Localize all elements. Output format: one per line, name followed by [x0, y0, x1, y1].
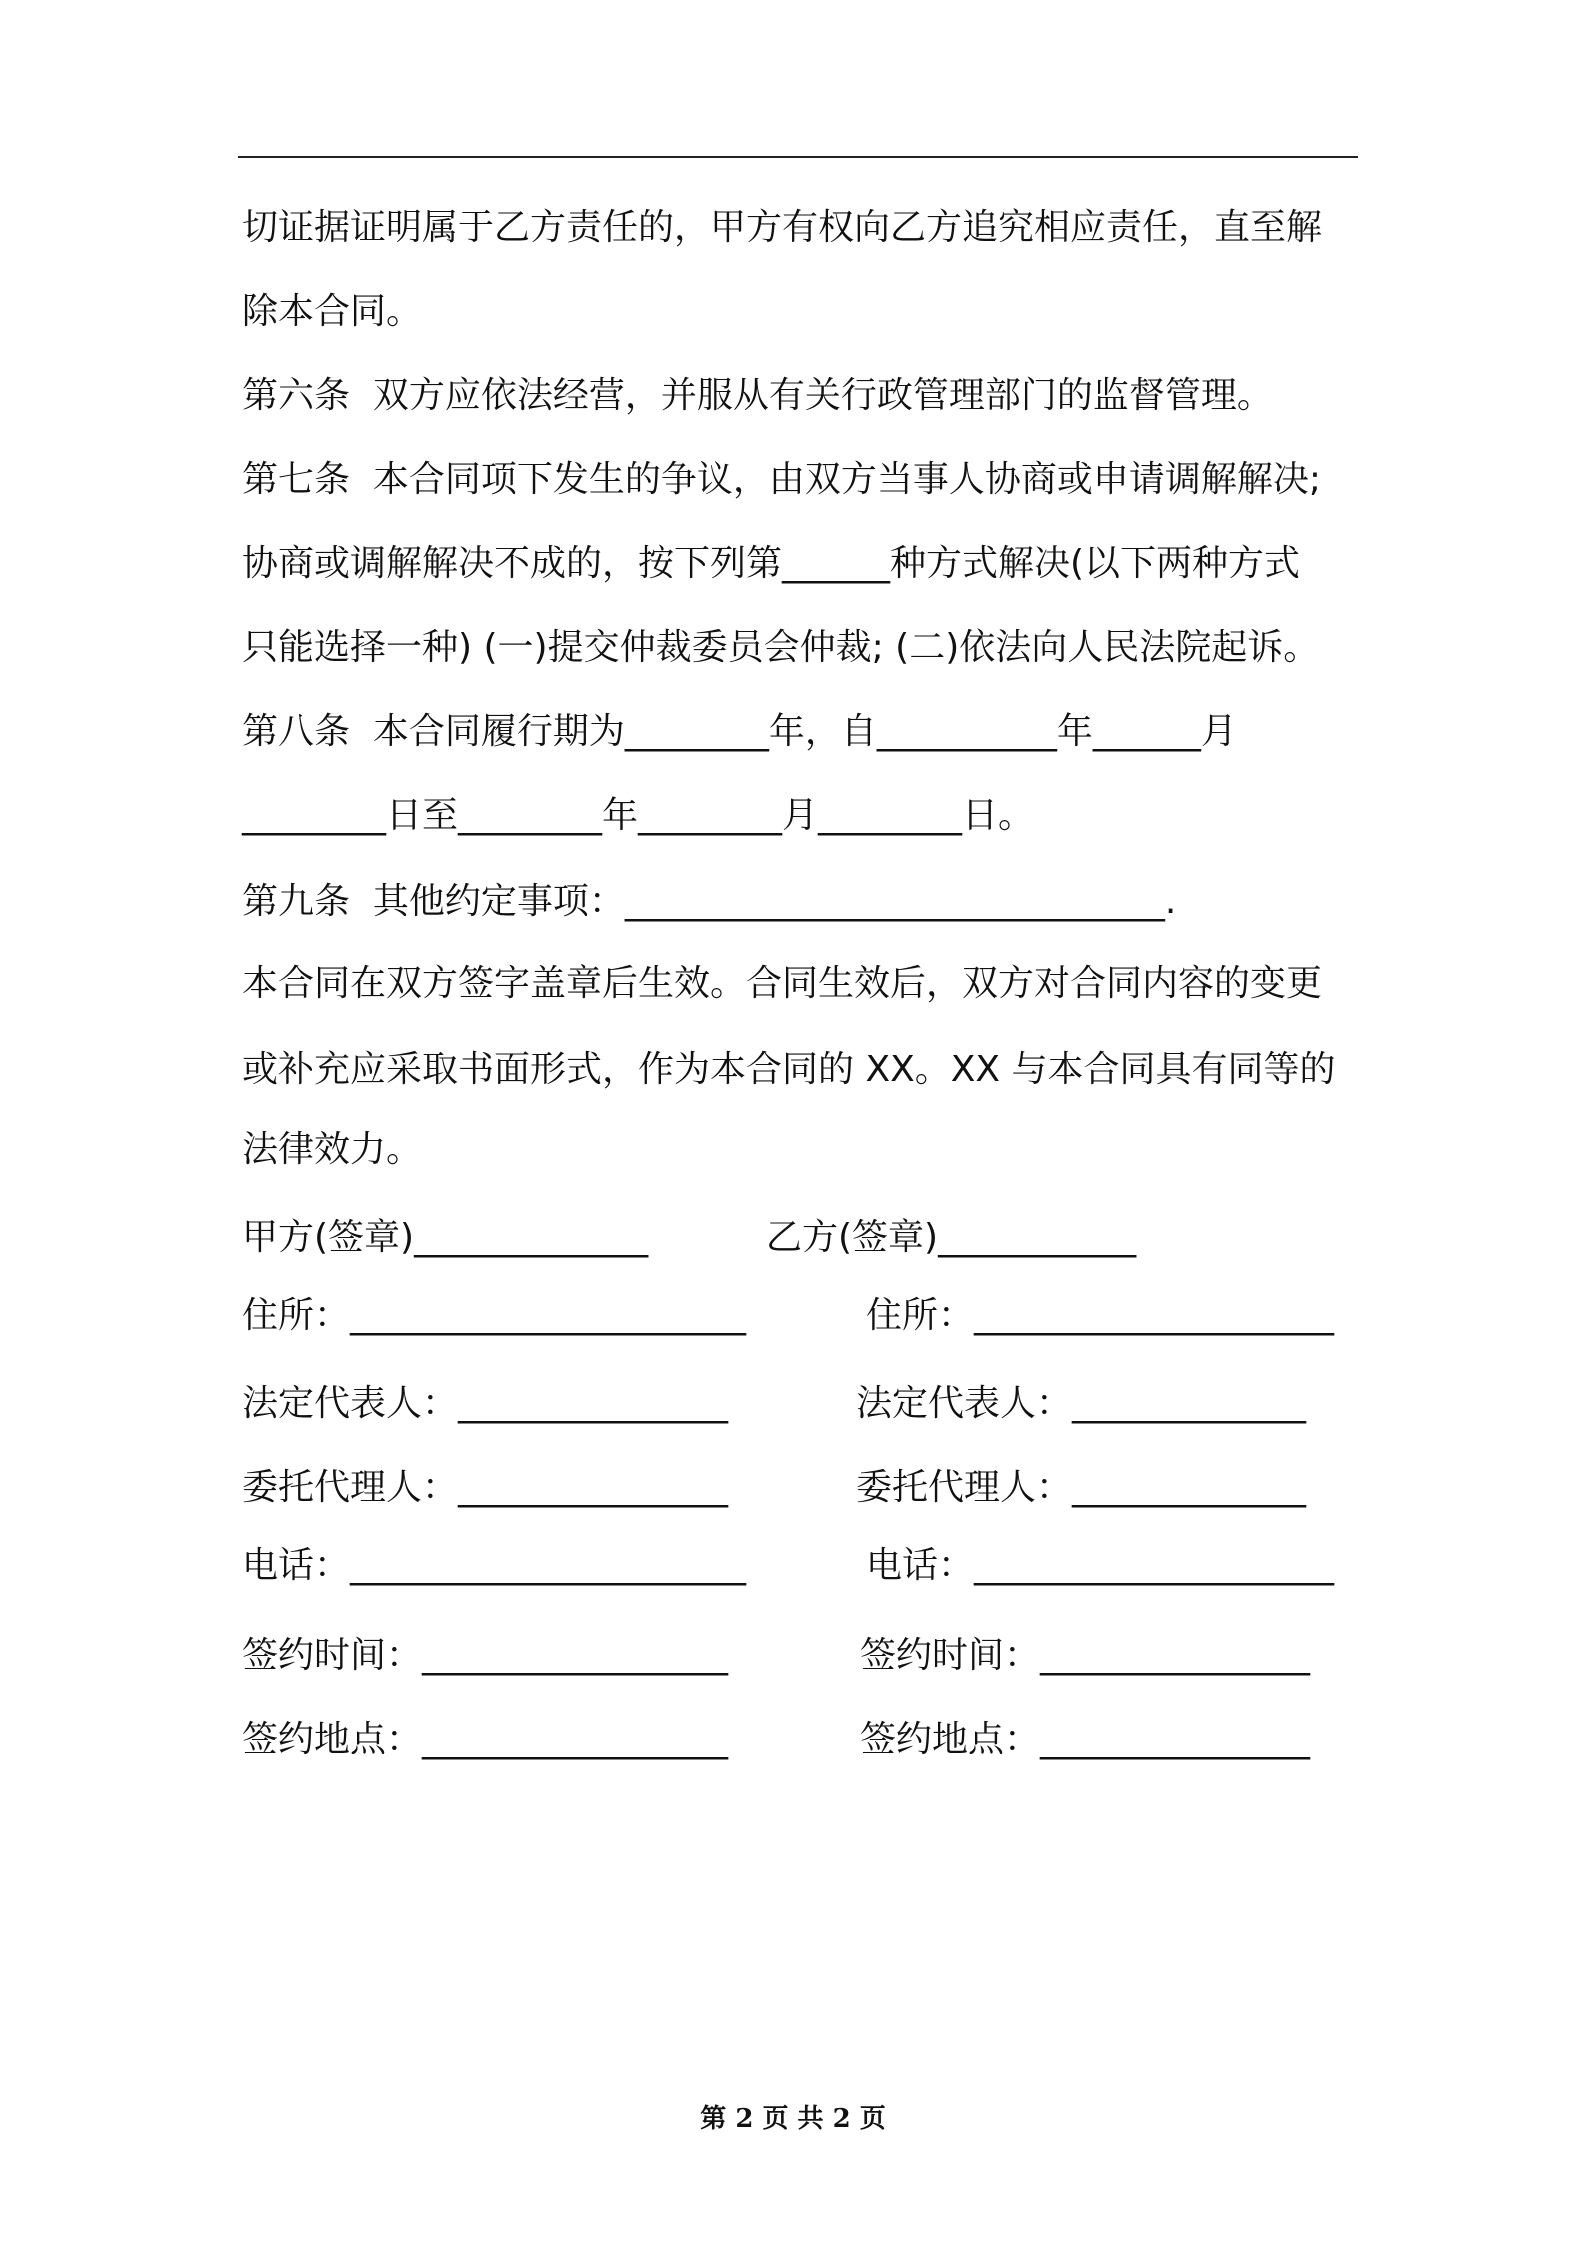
party-b-agent: 委托代理人：_____________	[856, 1467, 1307, 1508]
header-rule	[238, 156, 1358, 158]
paragraph-line: 协商或调解解决不成的，按下列第______种方式解决(以下两种方式	[242, 543, 1301, 584]
party-a-sign-date: 签约时间：_________________	[242, 1635, 729, 1676]
paragraph-line: 法律效力。	[242, 1129, 423, 1170]
article-9: 第九条 其他约定事项：______________________________.	[242, 881, 1177, 922]
page-number-footer: 第 2 页 共 2 页	[700, 2104, 886, 2134]
party-b-phone: 电话：____________________	[866, 1545, 1335, 1586]
article-8: 第八条 本合同履行期为________年，自__________年______月	[242, 711, 1237, 752]
paragraph-line: ________日至________年________月________日。	[242, 795, 1034, 836]
party-a-agent: 委托代理人：_______________	[242, 1467, 729, 1508]
article-7: 第七条 本合同项下发生的争议，由双方当事人协商或申请调解解决;	[242, 459, 1322, 500]
party-a-sign-place: 签约地点：_________________	[242, 1719, 729, 1760]
party-a-legal-rep: 法定代表人：_______________	[242, 1383, 729, 1424]
party-a-seal: 甲方(签章)_____________	[242, 1217, 649, 1258]
party-b-legal-rep: 法定代表人：_____________	[856, 1383, 1307, 1424]
party-b-seal: 乙方(签章)___________	[766, 1217, 1137, 1258]
party-b-address: 住所：____________________	[866, 1295, 1335, 1336]
paragraph-line: 除本合同。	[242, 291, 423, 332]
paragraph-line: 只能选择一种) (一)提交仲裁委员会仲裁; (二)依法向人民法院起诉。	[242, 627, 1320, 668]
party-b-sign-date: 签约时间：_______________	[860, 1635, 1311, 1676]
party-a-address: 住所：______________________	[242, 1295, 747, 1336]
paragraph-line: 或补充应采取书面形式，作为本合同的 XX。XX 与本合同具有同等的	[242, 1049, 1336, 1090]
party-b-sign-place: 签约地点：_______________	[860, 1719, 1311, 1760]
paragraph-line: 切证据证明属于乙方责任的，甲方有权向乙方追究相应责任，直至解	[242, 207, 1323, 248]
party-a-phone: 电话：______________________	[242, 1545, 747, 1586]
effectiveness-clause: 本合同在双方签字盖章后生效。合同生效后，双方对合同内容的变更	[242, 963, 1323, 1004]
article-6: 第六条 双方应依法经营，并服从有关行政管理部门的监督管理。	[242, 375, 1273, 416]
